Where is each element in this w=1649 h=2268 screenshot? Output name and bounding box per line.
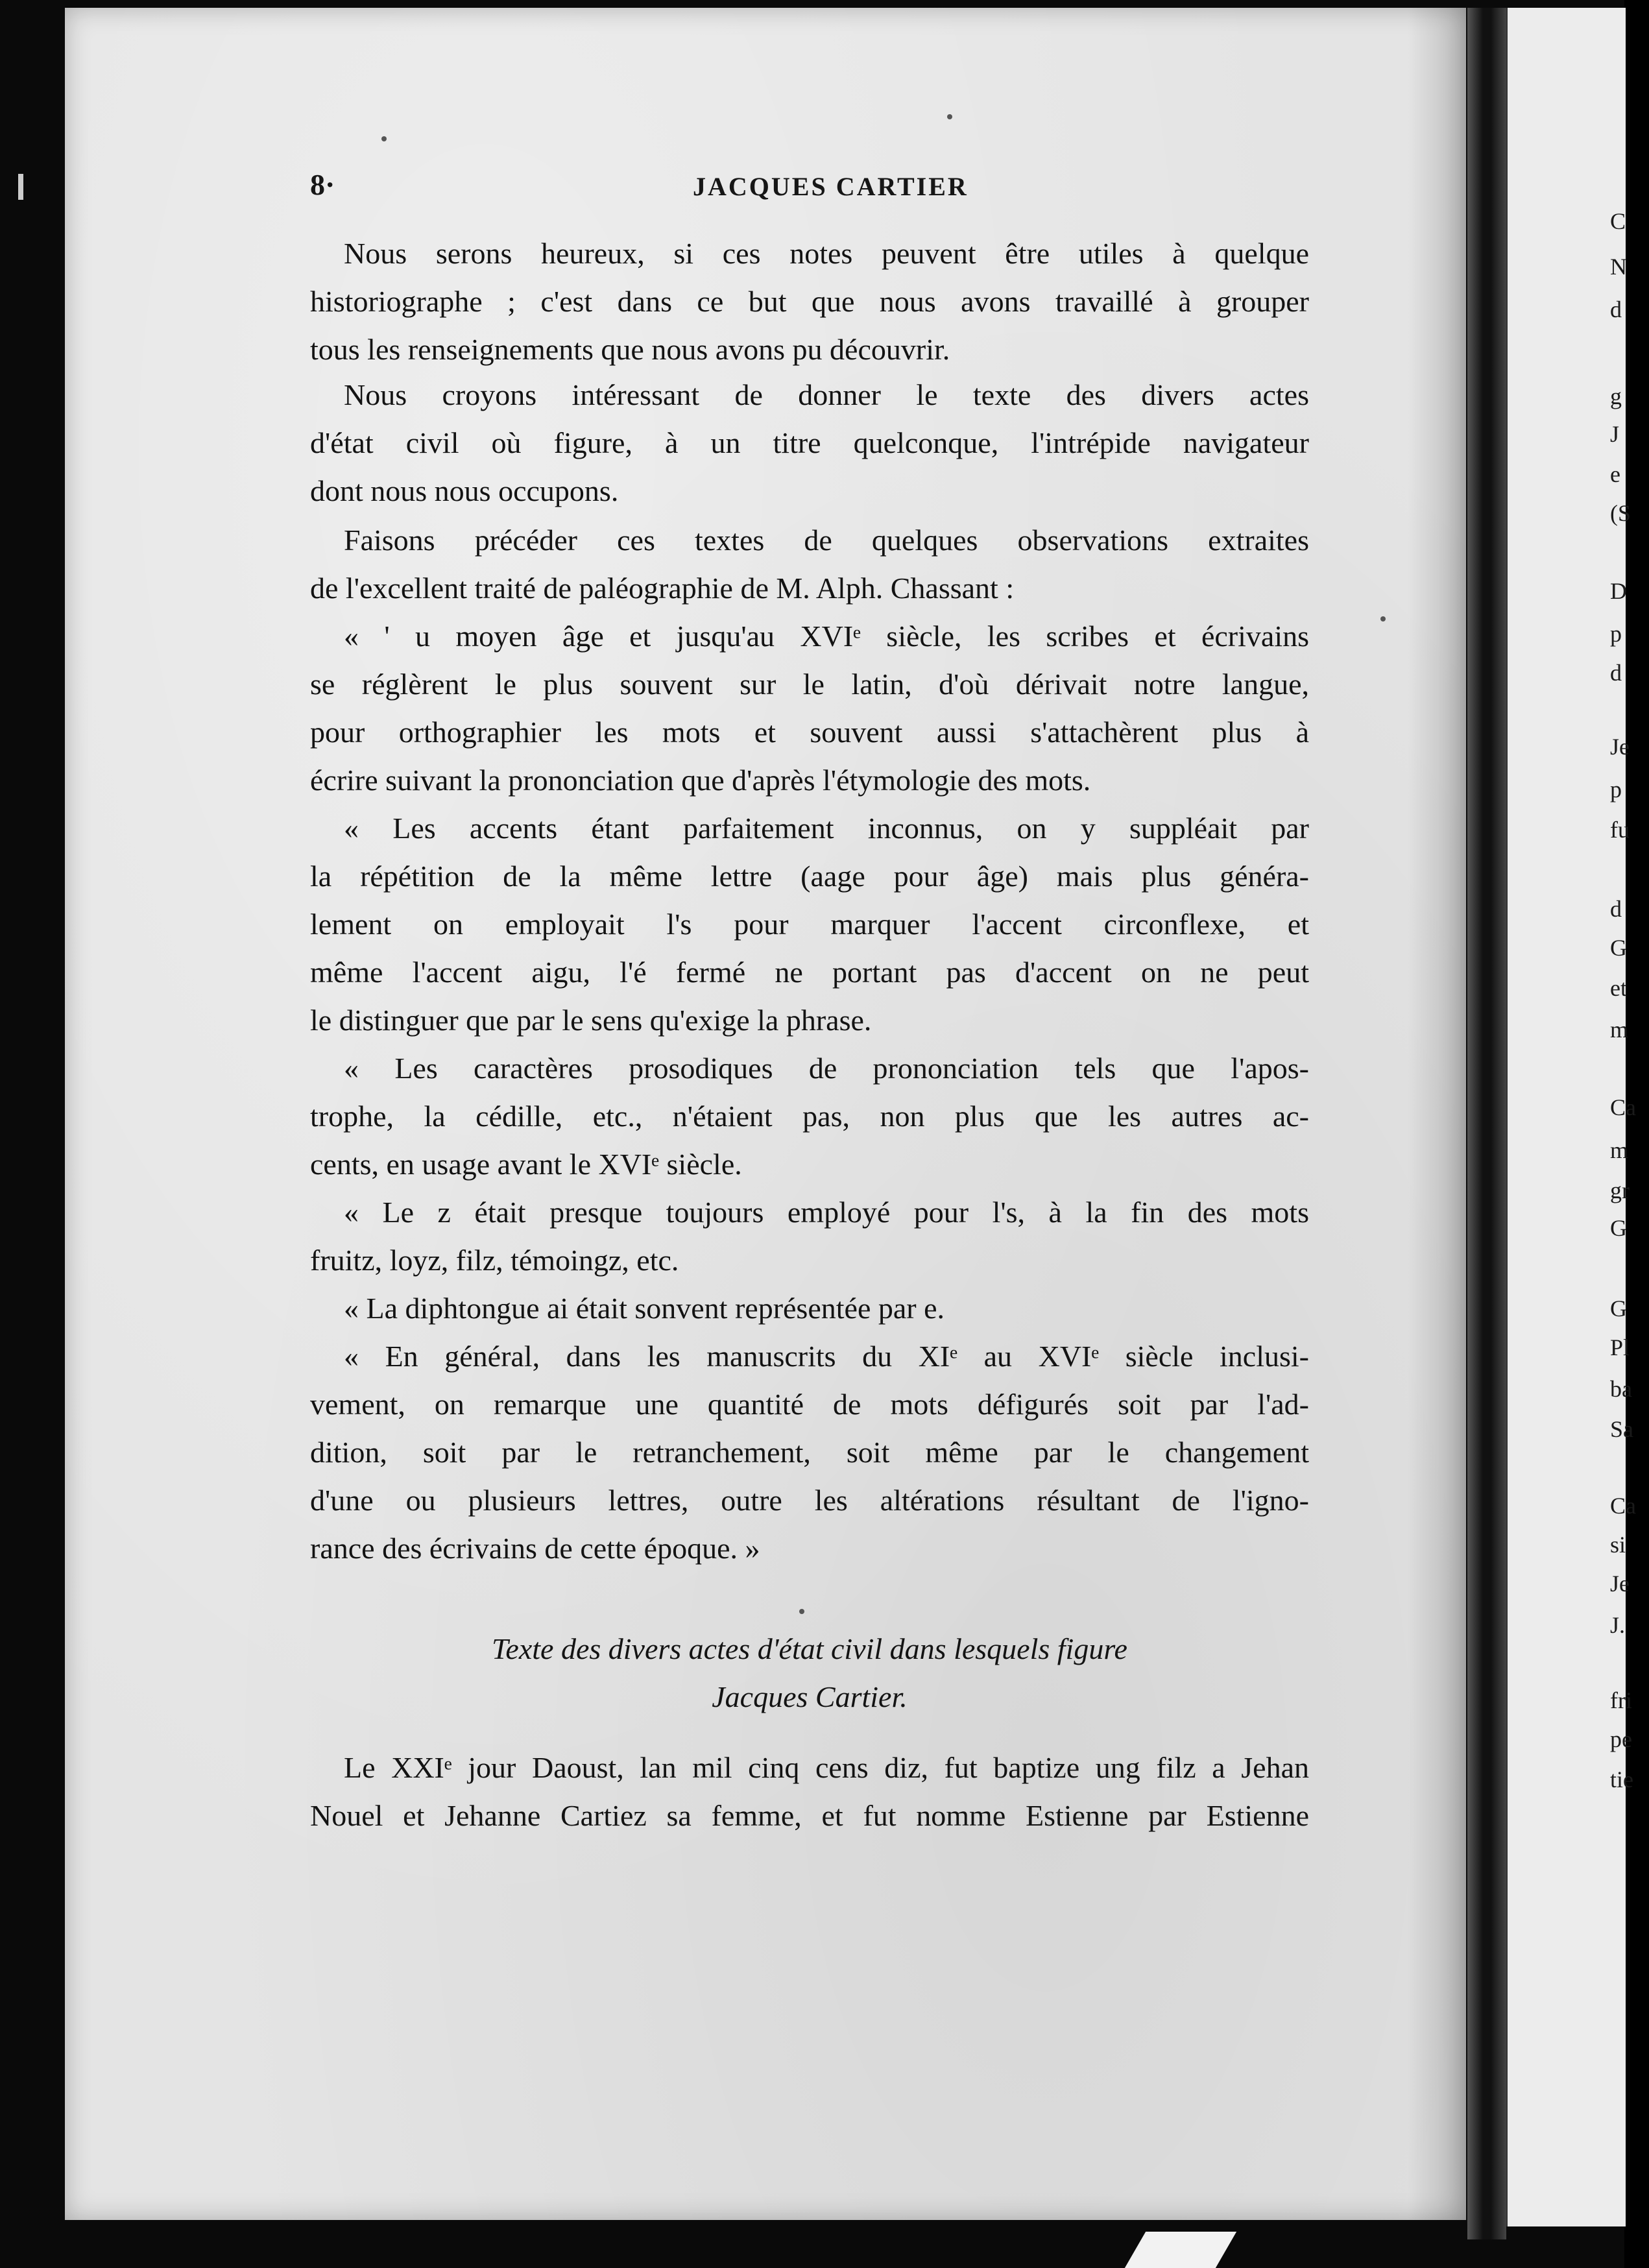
text-line: cents, en usage avant le XVIᵉ siècle. (310, 1148, 742, 1181)
section-heading (310, 1625, 1309, 1721)
fragment: Sa (1610, 1416, 1633, 1442)
fragment: d (1610, 660, 1622, 686)
text-line: d'une ou plusieurs lettres, outre les altérations résultant de l'igno- (310, 1484, 1309, 1517)
text-line: trophe, la cédille, etc., n'étaient pas, non plus que les autres ac- (310, 1100, 1309, 1133)
fragment: tie (1610, 1767, 1633, 1792)
fragment: Ca (1610, 1493, 1636, 1519)
paragraph-3 (310, 516, 1309, 612)
fragment: g (1610, 383, 1622, 409)
fragment: d (1610, 896, 1622, 922)
fragment: et (1610, 975, 1627, 1001)
fragment: N (1610, 254, 1627, 280)
speck (381, 136, 387, 141)
text-line: même l'accent aigu, l'é fermé ne portant pas d'accent on ne peut (310, 956, 1309, 989)
paragraph-2 (310, 371, 1309, 515)
heading-line: Jacques Cartier. (712, 1680, 908, 1713)
fragment: Pl (1610, 1334, 1630, 1360)
text-line: de l'excellent traité de paléographie de M. Alph. Chassant : (310, 572, 1015, 605)
text-line: « La diphtongue ai était sonvent représentée par e. (344, 1292, 945, 1325)
fragment: e (1610, 461, 1620, 487)
text-line: « ' u moyen âge et jusqu'au XVIᵉ siècle, les scribes et écrivains (344, 620, 1309, 653)
text-line: lement on employait l's pour marquer l'accent circonflexe, et (310, 908, 1309, 941)
fragment: Ca (1610, 1094, 1636, 1120)
fragment: G (1610, 935, 1627, 961)
paragraph-5 (310, 804, 1309, 1044)
text-line: « Les caractères prosodiques de prononciation tels que l'apos- (344, 1052, 1309, 1085)
fragment: fu (1610, 817, 1630, 843)
text-line: Faisons précéder ces textes de quelques observations extraites (344, 524, 1309, 557)
fragment: J. (1610, 1612, 1626, 1638)
text-line: « En général, dans les manuscrits du XIᵉ au XVIᵉ siècle inclusi- (344, 1340, 1309, 1373)
book-gutter (1467, 8, 1506, 2239)
fragment: p (1610, 621, 1622, 647)
page-number: 8· (310, 168, 335, 201)
page-inner-shadow (1408, 8, 1466, 2220)
fragment: pe (1610, 1726, 1632, 1752)
speck (799, 1609, 804, 1614)
text-line: la répétition de la même lettre (aage pour âge) mais plus généra- (310, 860, 1309, 893)
fragment: m (1610, 1137, 1629, 1163)
fragment: D (1610, 578, 1627, 604)
text-line: historiographe ; c'est dans ce but que nous avons travaillé à grouper (310, 285, 1309, 318)
text-line: le distinguer que par le sens qu'exige la phrase. (310, 1004, 872, 1037)
running-title: JACQUES CARTIER (693, 172, 969, 201)
paragraph-4 (310, 612, 1309, 804)
text-line: rance des écrivains de cette époque. » (310, 1532, 760, 1565)
fragment: gr (1610, 1177, 1630, 1203)
fragment: G (1610, 1215, 1627, 1241)
paragraph-9 (310, 1333, 1309, 1573)
fragment: m (1610, 1017, 1629, 1043)
adjacent-page (1506, 8, 1626, 2226)
text-line: d'état civil où figure, à un titre quelconque, l'intrépide navigateur (310, 426, 1309, 459)
text-line: « Les accents étant parfaitement inconnus, on y suppléait par (344, 812, 1309, 845)
fragment: d (1610, 296, 1622, 322)
margin-mark (18, 174, 23, 200)
fragment: si (1610, 1532, 1626, 1558)
fragment: fri (1610, 1687, 1632, 1713)
text-line: Nouel et Jehanne Cartiez sa femme, et fut nomme Estienne par Estienne (310, 1799, 1309, 1832)
fragment: C (1610, 208, 1626, 234)
page-header (310, 167, 1309, 200)
text-line: fruitz, loyz, filz, témoingz, etc. (310, 1244, 679, 1277)
speck (1380, 616, 1386, 621)
text-line: pour orthographier les mots et souvent aussi s'attachèrent plus à (310, 716, 1309, 749)
text-line: Nous croyons intéressant de donner le texte des divers actes (344, 378, 1309, 411)
text-line: vement, on remarque une quantité de mots défigurés soit par l'ad- (310, 1388, 1309, 1421)
paragraph-1 (310, 230, 1309, 374)
fragment: G (1610, 1296, 1627, 1321)
paragraph-6 (310, 1044, 1309, 1188)
text-line: tous les renseignements que nous avons pu découvrir. (310, 333, 950, 366)
fragment: Je (1610, 734, 1630, 760)
text-line: se réglèrent le plus souvent sur le latin, d'où dérivait notre langue, (310, 668, 1309, 701)
fragment: ba (1610, 1376, 1632, 1402)
paragraph-8 (310, 1285, 1309, 1333)
text-line: Nous serons heureux, si ces notes peuvent être utiles à quelque (344, 237, 1309, 270)
record-text (310, 1744, 1309, 1840)
text-line: écrire suivant la prononciation que d'après l'étymologie des mots. (310, 764, 1091, 797)
fragment: p (1610, 777, 1622, 802)
text-line: dition, soit par le retranchement, soit même par le changement (310, 1436, 1309, 1469)
fragment: (S (1610, 500, 1631, 526)
fragment: J (1610, 421, 1620, 447)
paragraph-7 (310, 1188, 1309, 1285)
text-line: dont nous nous occupons. (310, 474, 619, 507)
text-line: « Le z était presque toujours employé pour l's, à la fin des mots (344, 1196, 1309, 1229)
text-line: Le XXIᵉ jour Daoust, lan mil cinq cens diz, fut baptize ung filz a Jehan (344, 1751, 1309, 1784)
fragment: Je (1610, 1571, 1630, 1597)
speck (947, 114, 952, 119)
heading-line: Texte des divers actes d'état civil dans lesquels figure (492, 1632, 1127, 1665)
